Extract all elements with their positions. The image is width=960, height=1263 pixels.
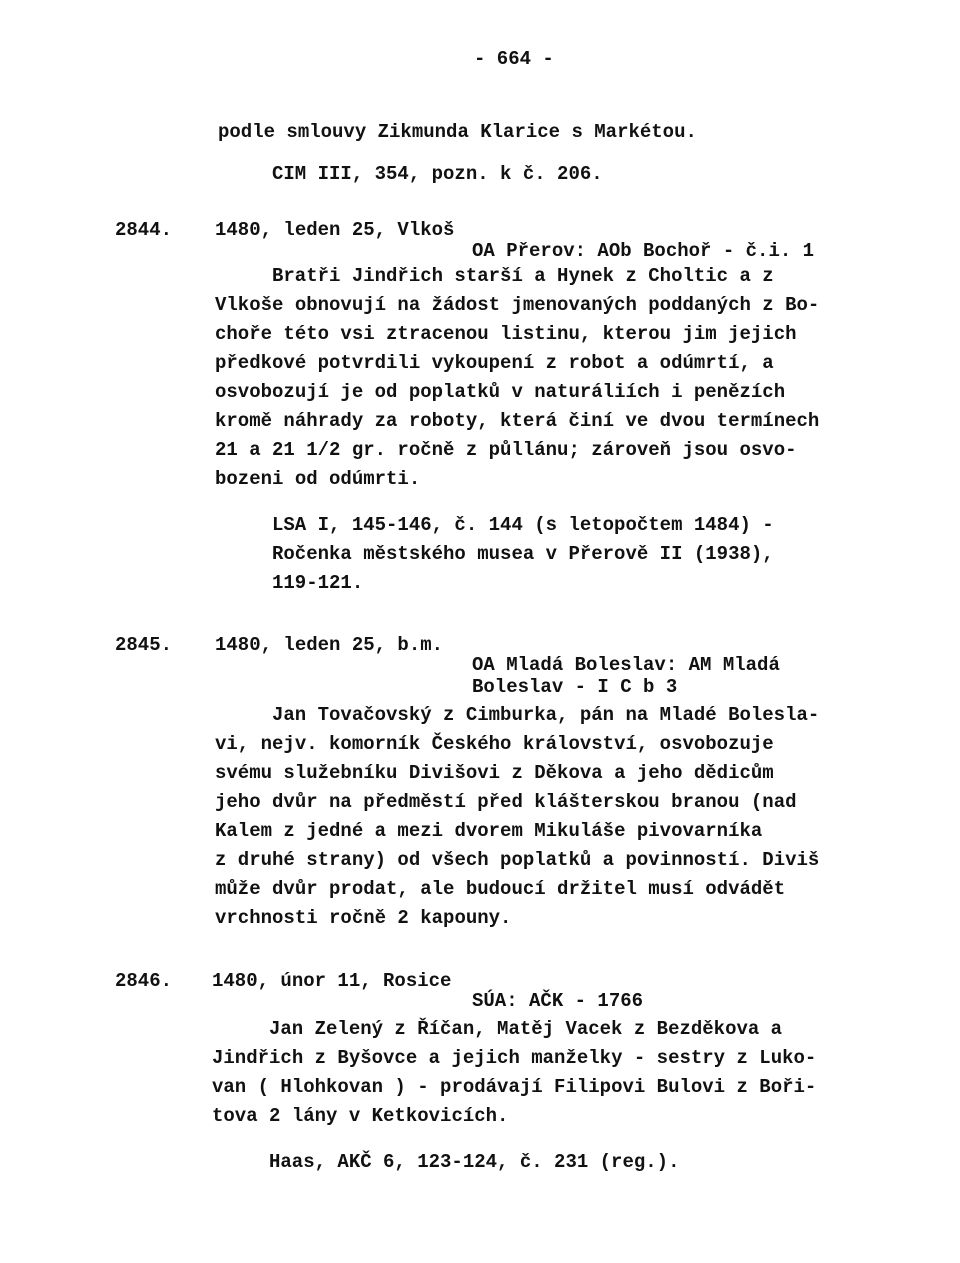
citation-line: Haas, AKČ 6, 123-124, č. 231 (reg.). [269,1151,680,1173]
citation-line: LSA I, 145-146, č. 144 (s letopočtem 1484) - [272,514,774,536]
text-line: tova 2 lány v Ketkovicích. [212,1105,509,1127]
entry-archive: SÚA: AČK - 1766 [472,990,644,1012]
citation-line: 119-121. [272,572,364,594]
text-line: 21 a 21 1/2 gr. ročně z půllánu; zároveň jsou osvo- [215,439,797,461]
text-line: Vlkoše obnovují na žádost jmenovaných poddaných z Bo- [215,294,820,316]
text-line: vi, nejv. komorník Českého království, osvobozuje [215,733,774,755]
entry-text [212,1015,816,1131]
text-line: předkové potvrdili vykoupení z robot a odúmrtí, a [215,352,774,374]
entry-archive: OA Mladá Boleslav: AM Mladá [472,654,780,676]
continuation-text: podle smlouvy Zikmunda Klarice s Markétou. [218,121,697,143]
entry-number: 2846. [115,970,173,992]
text-line: Jan Zelený z Říčan, Matěj Vacek z Bezděkova a [269,1018,783,1040]
continuation-citation: CIM III, 354, pozn. k č. 206. [272,163,603,185]
entry-number: 2844. [115,219,173,241]
entry-archive: OA Přerov: AOb Bochoř - č.i. 1 [472,240,815,262]
text-line: Kalem z jedné a mezi dvorem Mikuláše pivovarníka [215,820,763,842]
text-line: bozeni od odúmrti. [215,468,421,490]
entry-date: 1480, únor 11, Rosice [212,970,452,992]
text-line: může dvůr prodat, ale budoucí držitel musí odvádět [215,878,786,900]
entry-number: 2845. [115,634,173,656]
text-line: Jindřich z Byšovce a jejich manželky - sestry z Luko- [212,1047,817,1069]
entry-archive: Boleslav - I C b 3 [472,676,678,698]
entry-citations [272,511,774,598]
entry-date: 1480, leden 25, b.m. [215,634,444,656]
text-line: Bratři Jindřich starší a Hynek z Choltic a z [272,265,774,287]
text-line: choře této vsi ztracenou listinu, kterou jim jejich [215,323,797,345]
page-number: - 664 - [474,48,554,70]
entry-text [215,701,819,933]
entry-date: 1480, leden 25, Vlkoš [215,219,455,241]
text-line: van ( Hlohkovan ) - prodávají Filipovi Bulovi z Boři- [212,1076,817,1098]
text-line: osvobozují je od poplatků v naturáliích i penězích [215,381,786,403]
text-line: z druhé strany) od všech poplatků a povinností. Diviš [215,849,820,871]
text-line: jeho dvůr na předměstí před klášterskou branou (nad [215,791,797,813]
entry-citations [269,1148,679,1177]
text-line: vrchnosti ročně 2 kapouny. [215,907,512,929]
text-line: Jan Tovačovský z Cimburka, pán na Mladé Bolesla- [272,704,820,726]
citation-line: Ročenka městského musea v Přerově II (1938), [272,543,774,565]
text-line: svému služebníku Divišovi z Děkova a jeho dědicům [215,762,774,784]
entry-text [215,262,819,494]
text-line: kromě náhrady za roboty, která činí ve dvou termínech [215,410,820,432]
